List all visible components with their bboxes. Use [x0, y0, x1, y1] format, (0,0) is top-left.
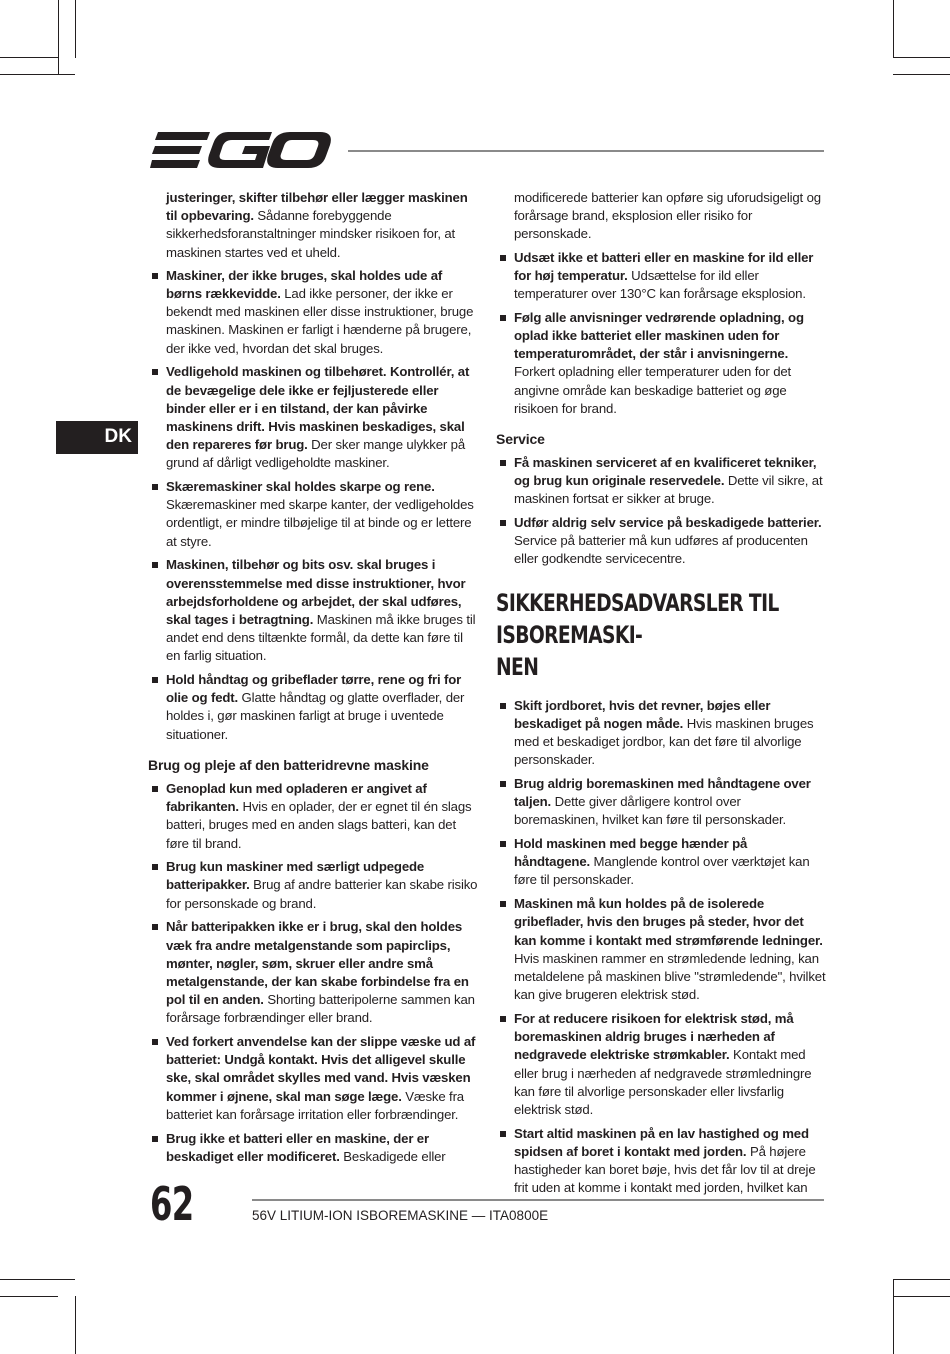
list-item: Maskiner, der ikke bruges, skal holdes ude af børns rækkevidde. Lad ikke personer, der ikke er bekendt med maskinen eller disse instruktioner, bruge maskinen. Maskinen er farligt i hænderne på brugere, der ikke ved, hvordan det skal bruges.	[148, 267, 478, 358]
bullet-list	[148, 267, 478, 744]
list-item: Start altid maskinen på en lav hastighed og med spidsen af boret i kontakt med jorden. På højere hastigheder kan boret bøje, hvis det får lov til at dreje frit uden at komme i kontakt med jorden, hvilket kan	[496, 1125, 826, 1198]
crop-mark	[0, 74, 75, 75]
list-item: Få maskinen serviceret af en kvalificeret tekniker, og brug kun originale reservedele. Dette vil sikre, at maskinen fortsat er sikker at bruge.	[496, 454, 826, 509]
subsection-heading: Service	[496, 430, 545, 447]
language-tab: DK	[56, 421, 138, 454]
crop-mark	[75, 0, 76, 58]
crop-mark	[893, 1279, 894, 1354]
crop-mark	[893, 1296, 950, 1297]
crop-mark	[58, 0, 59, 75]
list-item: Maskinen, tilbehør og bits osv. skal bruges i overensstemmelse med disse instruktioner, hvor arbejdsforholdene og arbejdet, der skal udføres, skal tages i betragtning. Maskinen må ikke bruges til andet end dens tiltænkte formål, da dette kan føre til en farlig situation.	[148, 556, 478, 665]
crop-mark	[75, 1296, 76, 1354]
bullet-list	[496, 697, 826, 1198]
footer-product-title: 56V LITIUM-ION ISBOREMASKINE — ITA0800E	[252, 1208, 549, 1223]
list-item: Følg alle anvisninger vedrørende opladning, og oplad ikke batteriet eller maskinen uden for temperaturområdet, der står i anvisningerne. Forkert opladning eller temperaturer uden for det angivne område kan beskadige batteriet og øge risikoen for brand.	[496, 309, 826, 418]
continued-paragraph: justeringer, skifter tilbehør eller lægger maskinen til opbevaring. Sådanne forebyggende sikkerhedsforanstaltninger mindsker risikoen for, at maskinen startes ved et uheld.	[166, 190, 468, 260]
subsection-heading: Brug og pleje af den batteridrevne maskine	[148, 756, 429, 773]
list-item: Hold maskinen med begge hænder på håndtagene. Manglende kontrol over værktøjet kan føre til personskader.	[496, 835, 826, 890]
list-item: For at reducere risikoen for elektrisk stød, må boremaskinen aldrig bruges i nærheden af nedgravede elektriske strømkabler. Kontakt med eller brug i nærheden af nedgravede strømledningre kan føre til alvorlige personskader eller livsfarlig elektrisk stød.	[496, 1010, 826, 1119]
list-item: Genoplad kun med opladeren er angivet af fabrikanten. Hvis en oplader, der er egnet til én slags batteri, bruges med en anden slags batteri, kan det føre til brand.	[148, 780, 478, 853]
list-item: Skift jordboret, hvis det revner, bøjes eller beskadiget på nogen måde. Hvis maskinen bruges med et beskadiget jordbor, kan det føre til alvorlige personskader.	[496, 697, 826, 770]
footer-rule	[252, 1199, 824, 1201]
ego-logo	[150, 128, 332, 172]
header-rule	[348, 150, 824, 152]
list-item: Vedligehold maskinen og tilbehøret. Kontrollér, at de bevægelige dele ikke er fejljusterede eller binder eller er i en tilstand, der kan påvirke maskinens drift. Hvis maskinen beskadiges, skal den repareres før brug. Der sker mange ulykker på grund af dårligt vedligeholdte maskiner.	[148, 363, 478, 472]
crop-mark	[893, 57, 950, 58]
crop-mark	[893, 1279, 950, 1280]
list-item: Brug aldrig boremaskinen med håndtagene over taljen. Dette giver dårligere kontrol over boremaskinen, hvilket kan føre til personskader.	[496, 775, 826, 830]
crop-mark	[0, 57, 58, 58]
page-number: 62	[150, 1177, 194, 1231]
crop-mark	[893, 0, 894, 58]
section-title: SIKKERHEDSADVARSLER TIL ISBOREMASKI- NEN	[496, 588, 779, 681]
list-item: Maskinen må kun holdes på de isolerede gribeflader, hvis den bruges på steder, hvor det kan komme i kontakt med strømførende ledninger. Hvis maskinen rammer en strømledende ledning, kan metaldelene på maskinen blive "strømledende", hvilket kan give brugeren elektrisk stød.	[496, 895, 826, 1004]
list-item: Udsæt ikke et batteri eller en maskine for ild eller for høj temperatur. Udsættelse for ild eller temperaturer over 130°C kan forårsage eksplosion.	[496, 249, 826, 304]
list-item: Ved forkert anvendelse kan der slippe væske ud af batteriet: Undgå kontakt. Hvis det alligevel skulle ske, skal området skylles med vand. Hvis væsken kommer i øjnene, skal man søge læge. Væske fra batteriet kan forårsage irritation eller forbrændinger.	[148, 1033, 478, 1124]
list-item: Skæremaskiner skal holdes skarpe og rene. Skæremaskiner med skarpe kanter, der vedligeholdes ordentligt, er mindre tilbøjelige til at binde og er lettere at styre.	[148, 478, 478, 551]
left-column	[148, 189, 478, 1171]
crop-mark	[893, 74, 950, 75]
list-item: Hold håndtag og gribeflader tørre, rene og fri for olie og fedt. Glatte håndtag og glatte overflader, der holdes i, gør maskinen farligt at bruge i uventede situationer.	[148, 671, 478, 744]
bullet-list	[496, 454, 826, 569]
crop-mark	[0, 1296, 58, 1297]
bullet-list	[496, 249, 826, 418]
crop-mark	[0, 1279, 75, 1280]
list-item: Brug kun maskiner med særligt udpegede batteripakker. Brug af andre batterier kan skabe risiko for personskade og brand.	[148, 858, 478, 913]
bullet-list	[148, 780, 478, 1166]
right-column	[496, 189, 826, 1203]
list-item: Brug ikke et batteri eller en maskine, der er beskadiget eller modificeret. Beskadigede eller	[148, 1130, 478, 1166]
list-item: Udfør aldrig selv service på beskadigede batterier. Service på batterier må kun udføres af producenten eller godkendte servicecentre.	[496, 514, 826, 569]
continued-paragraph: modificerede batterier kan opføre sig uforudsigeligt og forårsage brand, eksplosion eller risiko for personskade.	[514, 190, 821, 242]
list-item: Når batteripakken ikke er i brug, skal den holdes væk fra andre metalgenstande som papirclips, mønter, nøgler, søm, skruer eller andre små metalgenstande, der kan skabe forbindelse fra en pol til en anden. Shorting batteripolerne sammen kan forårsage forbrændinger eller brand.	[148, 918, 478, 1027]
